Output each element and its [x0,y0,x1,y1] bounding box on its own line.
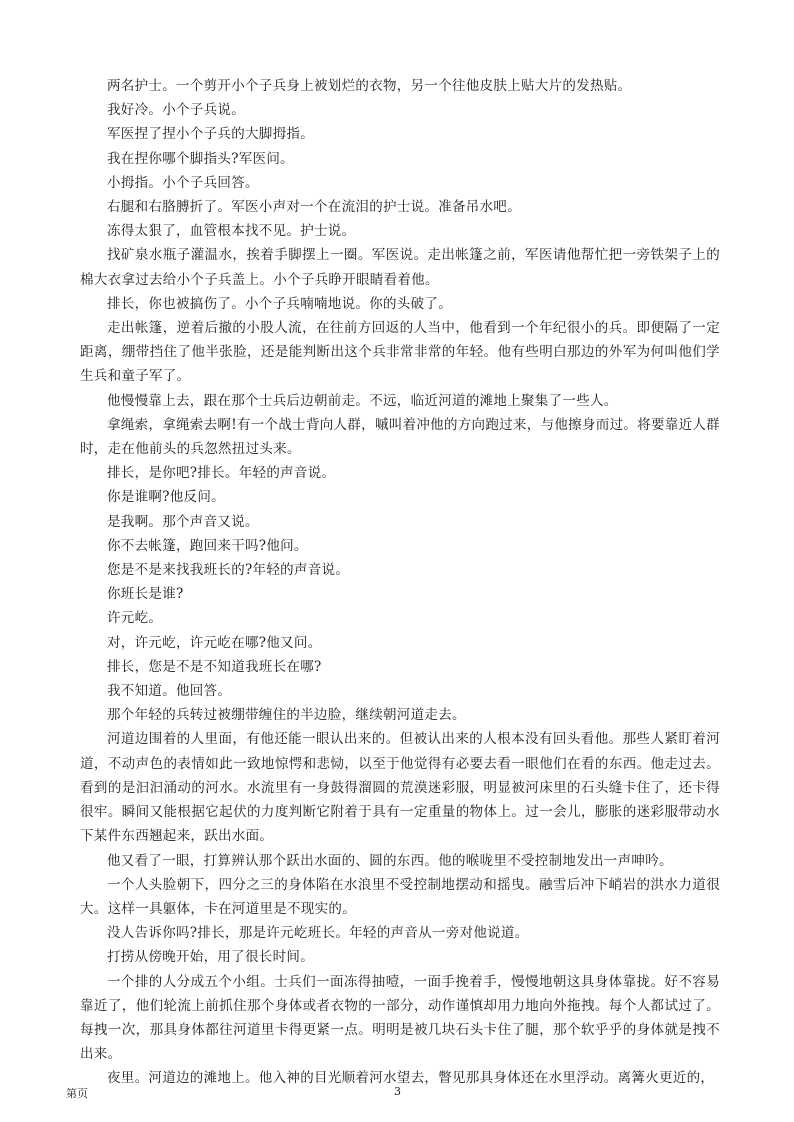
paragraph: 排长，您是不是不知道我班长在哪? [107,658,322,675]
paragraph: 小拇指。小个子兵回答。 [107,174,259,191]
paragraph: 你不去帐篷，跑回来干吗?他问。 [107,537,308,554]
paragraph: 没人告诉你吗?排长，那是许元屹班长。年轻的声音从一旁对他说道。 [107,925,529,942]
paragraph: 你班长是谁? [107,586,184,603]
paragraph: 一个排的人分成五个小组。士兵们一面冻得抽噎，一面手挽着手，慢慢地朝这具身体靠拢。好不容易靠近了，他们轮流上前抓住那个身体或者衣物的一部分，动作谨慎却用力地向外拖拽。每个人都试过了。每拽一次，那具身体都往河道里卡得更紧一点。明明是被几块石头卡住了腿，那个软乎乎的身体就是拽不出来。 [80,973,720,1063]
paragraph: 找矿泉水瓶子灌温水，挨着手脚摆上一圈。军医说。走出帐篷之前，军医请他帮忙把一旁铁架子上的棉大衣拿过去给小个子兵盖上。小个子兵睁开眼睛看着他。 [80,247,720,288]
paragraph: 冻得太狠了，血管根本找不见。护士说。 [107,223,356,240]
paragraph: 许元屹。 [107,610,163,627]
paragraph: 我在捏你哪个脚指头?军医问。 [107,150,294,167]
paragraph: 我不知道。他回答。 [107,683,232,700]
paragraph: 排长，是你吧?排长。年轻的声音说。 [107,465,336,482]
paragraph: 走出帐篷，逆着后撤的小股人流，在往前方回返的人当中，他看到一个年纪很小的兵。即便隔了一定距离，绷带挡住了他半张脸，还是能判断出这个兵非常非常的年轻。他有些明白那边的外军为何叫他们学生兵和童子军了。 [80,320,720,385]
paragraph: 两名护士。一个剪开小个子兵身上被划烂的衣物，另一个往他皮肤上贴大片的发热贴。 [107,78,632,94]
paragraph: 我好冷。小个子兵说。 [107,102,245,119]
footer-label: 第页 [66,1087,88,1100]
paragraph: 右腿和右胳膊折了。军医小声对一个在流泪的护士说。准备吊水吧。 [107,199,521,216]
paragraph: 河道边围着的人里面，有他还能一眼认出来的。但被认出来的人根本没有回头看他。那些人紧盯着河道，不动声色的表情如此一致地惊愕和悲恸，以至于他觉得有必要去看一眼他们在看的东西。他走过去。看到的是汩汩涌动的河水。水流里有一身鼓得溜圆的荒漠迷彩服，明显被河床里的石头缝卡住了，还卡得很牢。瞬间又能根据它起伏的力度判断它附着于具有一定重量的物体上。过一会儿，膨胀的迷彩服带动水下某件东西翘起来，跃出水面。 [80,731,720,845]
paragraph: 您是不是来找我班长的?年轻的声音说。 [107,562,350,579]
paragraph: 是我啊。那个声音又说。 [107,513,259,530]
paragraph: 排长，你也被搞伤了。小个子兵喃喃地说。你的头破了。 [107,295,452,312]
page-number: 3 [394,1085,401,1098]
paragraph: 对，许元屹，许元屹在哪?他又问。 [107,634,322,651]
paragraph: 你是谁啊?他反问。 [107,489,225,506]
paragraph: 那个年轻的兵转过被绷带缠住的半边脸，继续朝河道走去。 [107,707,466,724]
paragraph: 打捞从傍晚开始，用了很长时间。 [107,949,314,966]
body-text [80,74,720,1091]
paragraph: 军医捏了捏小个子兵的大脚拇指。 [107,126,314,143]
paragraph: 他又看了一眼，打算辨认那个跃出水面的、圆的东西。他的喉咙里不受控制地发出一声呻吟。 [107,852,673,869]
paragraph: 一个人头脸朝下，四分之三的身体陷在水浪里不受控制地摆动和摇曳。融雪后冲下峭岩的洪水力道很大。这样一具躯体，卡在河道里是不现实的。 [80,876,720,917]
paragraph: 他慢慢靠上去，跟在那个士兵后边朝前走。不远，临近河道的滩地上聚集了一些人。 [107,392,618,409]
paragraph: 夜里。河道边的滩地上。他入神的目光顺着河水望去，瞥见那具身体还在水里浮动。离篝火更近的， [107,1070,715,1087]
paragraph: 拿绳索，拿绳索去啊!有一个战士背向人群，嘁叫着冲他的方向跑过来，与他擦身而过。将要靠近人群时，走在他前头的兵忽然扭过头来。 [80,416,720,458]
